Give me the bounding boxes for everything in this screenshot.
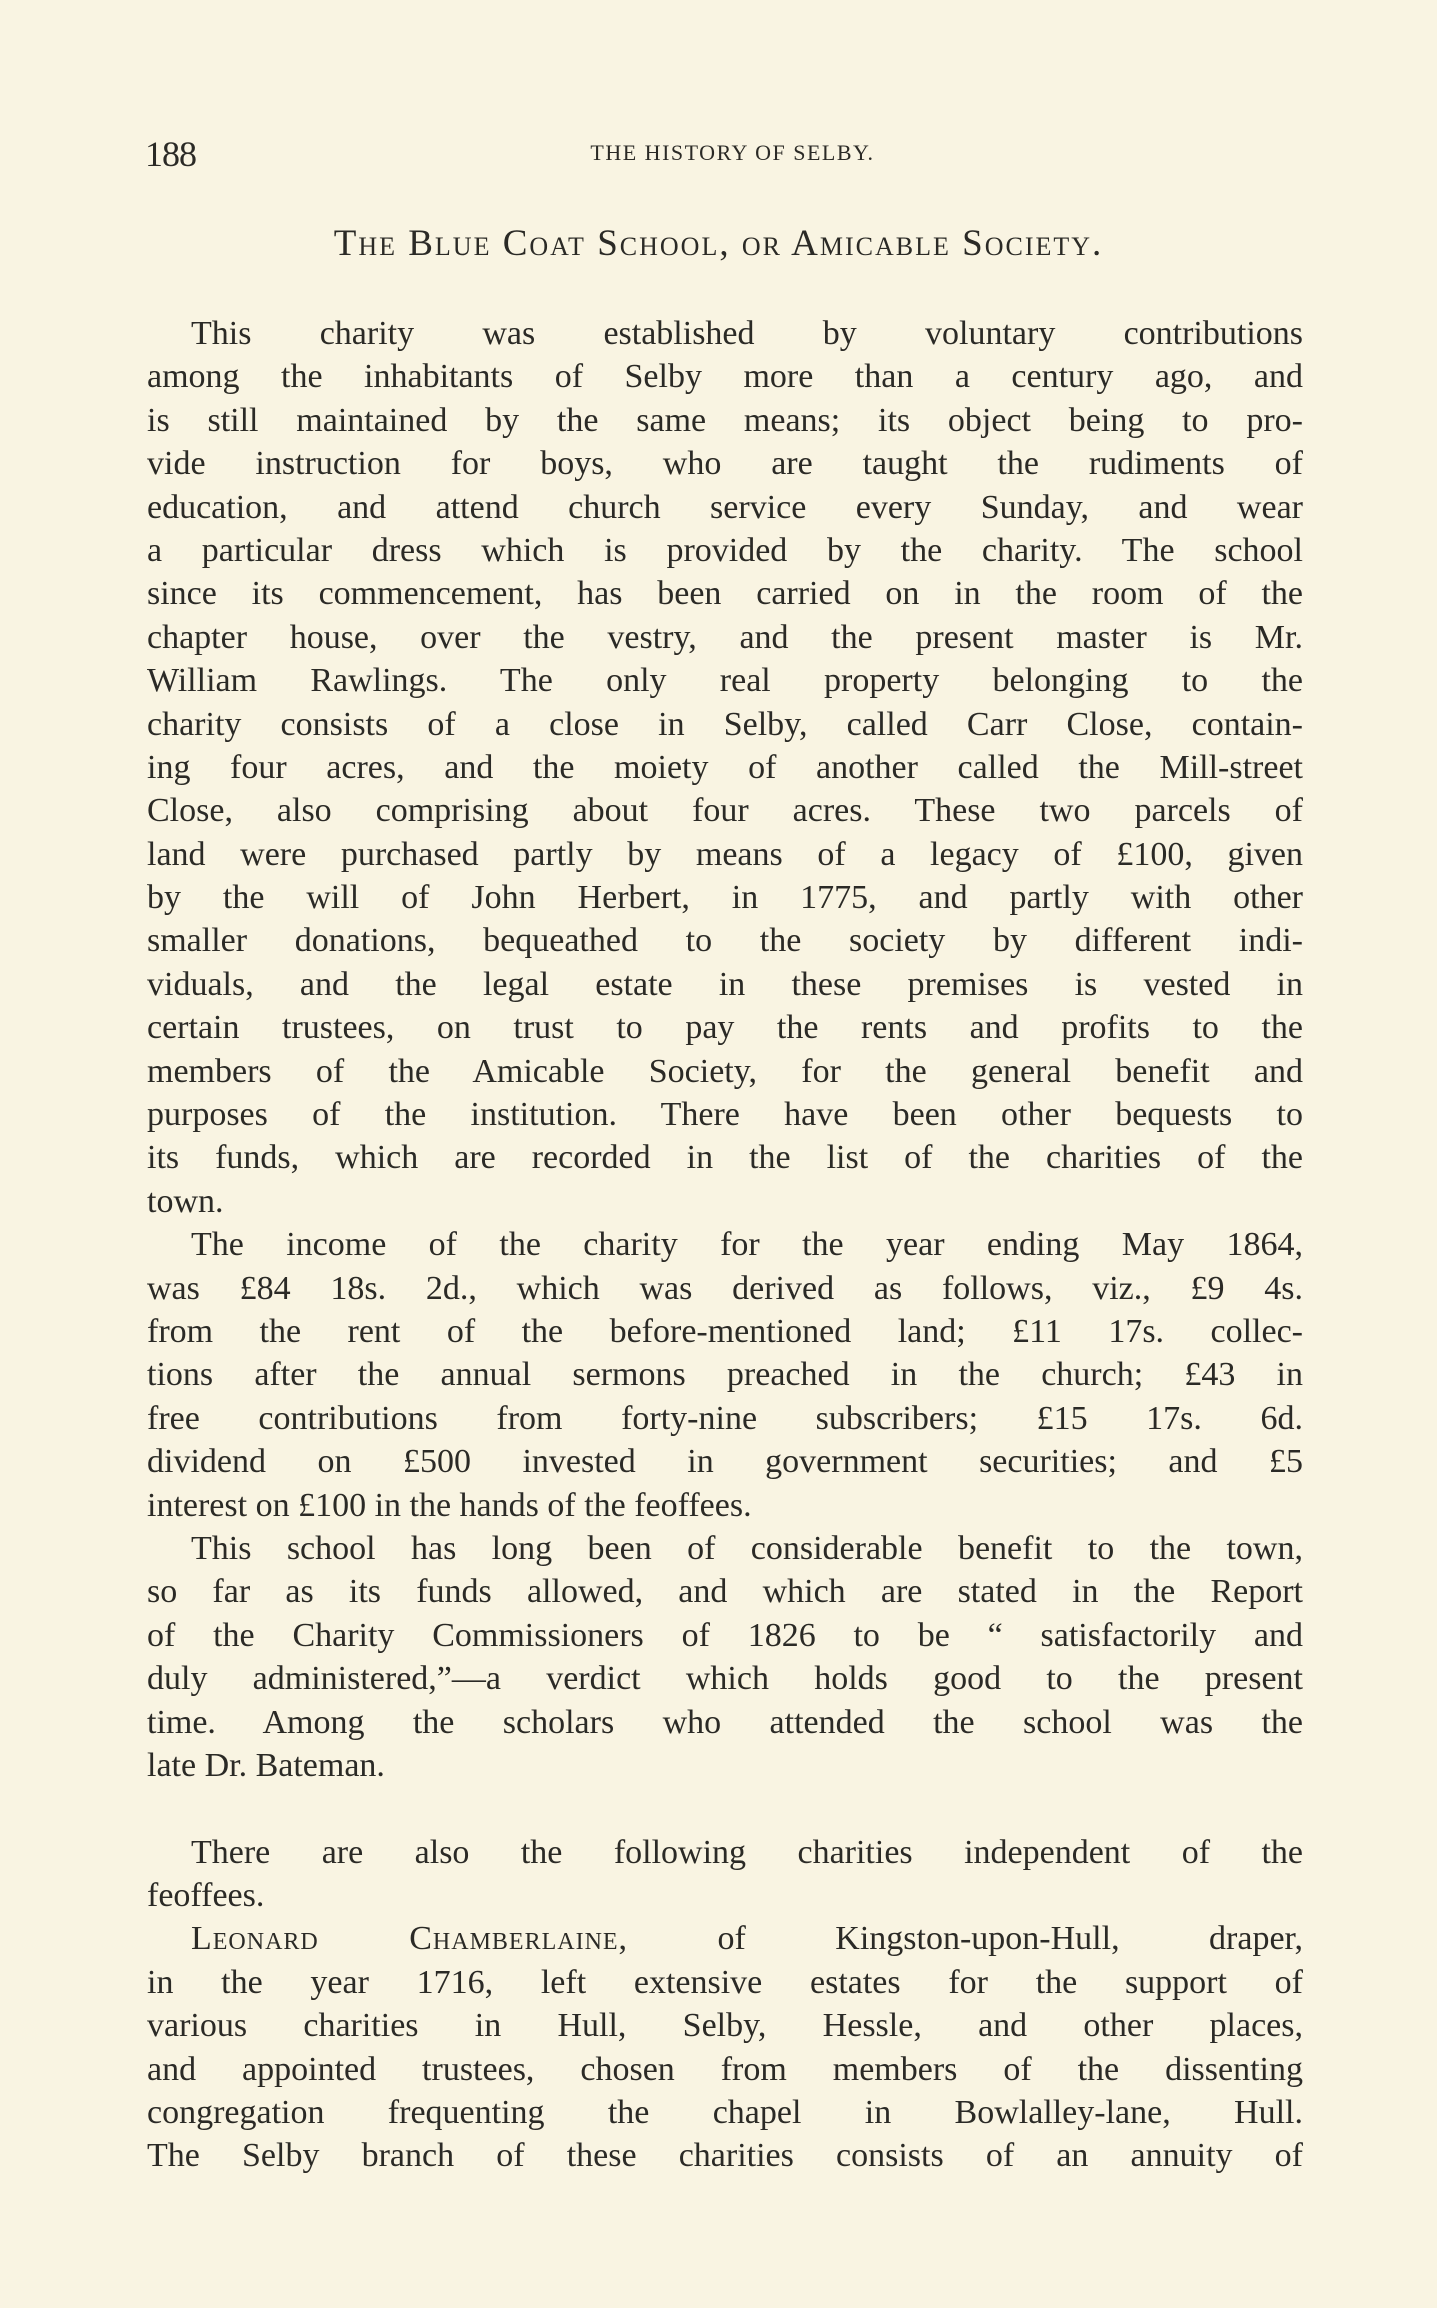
text-line: time. Among the scholars who attended the school was the bbox=[147, 1703, 1303, 1741]
text-line: congregation frequenting the chapel in Bowlalley-lane, Hull. bbox=[147, 2094, 1303, 2132]
text-line: land were purchased partly by means of a legacy of £100, given bbox=[147, 835, 1303, 873]
section-title: The Blue Coat School, or Amicable Society. bbox=[333, 223, 1104, 264]
text-line: among the inhabitants of Selby more than a century ago, and bbox=[147, 358, 1303, 396]
text-line: There are also the following charities independent of the bbox=[191, 1833, 1303, 1871]
text-line: town. bbox=[147, 1182, 224, 1220]
text-line: The Selby branch of these charities consists of an annuity of bbox=[147, 2137, 1303, 2175]
text-line: feoffees. bbox=[147, 1877, 265, 1915]
text-line: purposes of the institution. There have been other bequests to bbox=[147, 1096, 1303, 1134]
paragraph-gap bbox=[147, 1787, 1303, 1830]
text-line: from the rent of the before-mentioned land; £11 17s. collec- bbox=[147, 1312, 1303, 1350]
text-line: by the will of John Herbert, in 1775, and partly with other bbox=[147, 879, 1303, 917]
text-line: ing four acres, and the moiety of another called the Mill-street bbox=[147, 748, 1303, 786]
paragraph bbox=[147, 1917, 1303, 2177]
text-line: This school has long been of considerable benefit to the town, bbox=[191, 1529, 1303, 1567]
text-line: education, and attend church service every Sunday, and wear bbox=[147, 488, 1303, 526]
text-line: duly administered,”—a verdict which holds good to the present bbox=[147, 1660, 1303, 1698]
text-line: Leonard Chamberlaine, of Kingston-upon-Hull, draper, bbox=[191, 1920, 1303, 1958]
text-line: This charity was established by voluntary contributions bbox=[191, 315, 1303, 352]
text-line: was £84 18s. 2d., which was derived as follows, viz., £9 4s. bbox=[147, 1269, 1303, 1307]
text-line: chapter house, over the vestry, and the present master is Mr. bbox=[147, 618, 1303, 656]
paragraph bbox=[147, 1527, 1303, 1787]
text-line: a particular dress which is provided by the charity. The school bbox=[147, 531, 1303, 569]
text-line: various charities in Hull, Selby, Hessle, and other places, bbox=[147, 2007, 1303, 2045]
text-line: The income of the charity for the year ending May 1864, bbox=[191, 1226, 1303, 1264]
text-line: tions after the annual sermons preached in the church; £43 in bbox=[147, 1356, 1303, 1394]
text-line: viduals, and the legal estate in these premises is vested in bbox=[147, 965, 1303, 1003]
page-number: 188 bbox=[145, 134, 196, 174]
text-line: late Dr. Bateman. bbox=[147, 1746, 385, 1784]
text-line: William Rawlings. The only real property belonging to the bbox=[147, 662, 1303, 700]
text-line: since its commencement, has been carried on in the room of the bbox=[147, 575, 1303, 613]
name-lead: Leonard Chamberlaine, bbox=[191, 1920, 629, 1958]
text-line: charity consists of a close in Selby, called Carr Close, contain- bbox=[147, 705, 1303, 743]
text-line: vide instruction for boys, who are taught the rudiments of bbox=[147, 445, 1303, 483]
text-line: smaller donations, bequeathed to the society by different indi- bbox=[147, 922, 1303, 960]
paragraph bbox=[147, 1831, 1303, 1918]
text-line: Close, also comprising about four acres. These two parcels of bbox=[147, 792, 1303, 830]
text-line: of the Charity Commissioners of 1826 to be “ satisfactorily and bbox=[147, 1616, 1303, 1654]
paragraph bbox=[147, 312, 1303, 1223]
text-line: and appointed trustees, chosen from members of the dissenting bbox=[147, 2050, 1303, 2088]
text-line: free contributions from forty-nine subscribers; £15 17s. 6d. bbox=[147, 1399, 1303, 1437]
text-line: certain trustees, on trust to pay the rents and profits to the bbox=[147, 1009, 1303, 1047]
paragraph bbox=[147, 1223, 1303, 1527]
text-line: its funds, which are recorded in the list of the charities of the bbox=[147, 1139, 1303, 1177]
text-line: members of the Amicable Society, for the general benefit and bbox=[147, 1052, 1303, 1090]
text-line: interest on £100 in the hands of the feoffees. bbox=[147, 1486, 752, 1524]
running-title: THE HISTORY OF SELBY. bbox=[590, 140, 875, 165]
text-line: is still maintained by the same means; its object being to pro- bbox=[147, 401, 1303, 439]
text-line: so far as its funds allowed, and which are stated in the Report bbox=[147, 1573, 1303, 1611]
text-line: dividend on £500 invested in government securities; and £5 bbox=[147, 1443, 1303, 1481]
body-text bbox=[147, 312, 1303, 2178]
text-line: in the year 1716, left extensive estates for the support of bbox=[147, 1963, 1303, 2001]
